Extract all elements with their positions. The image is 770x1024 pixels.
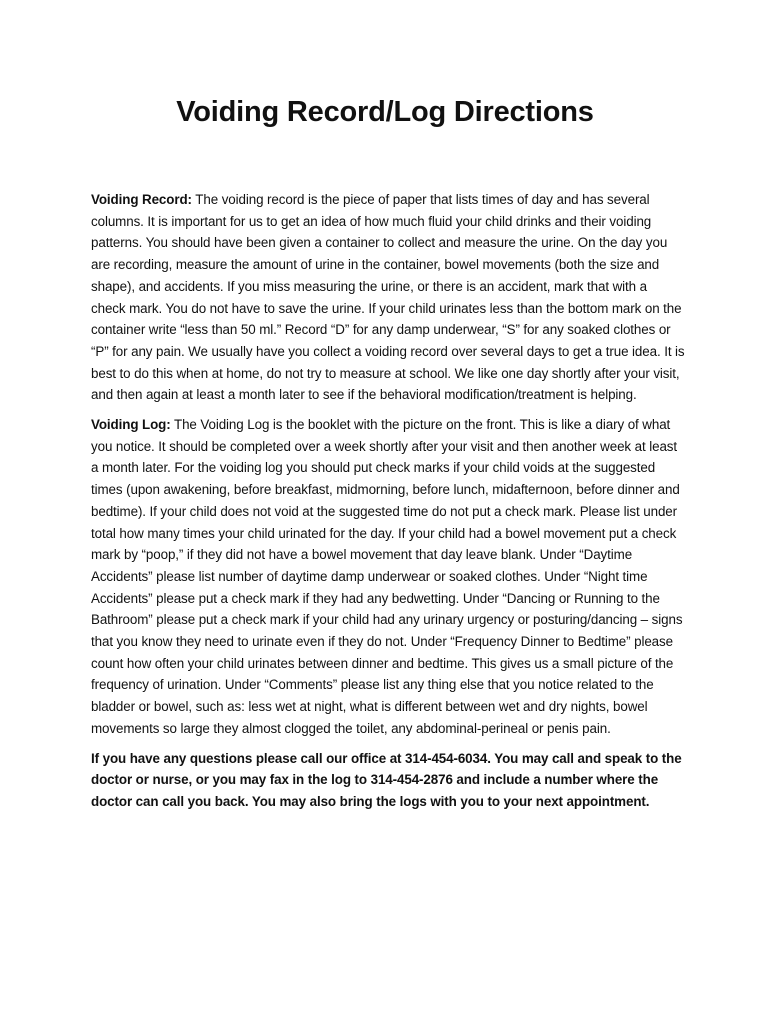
document-body: [91, 189, 685, 813]
voiding-log-label: Voiding Log:: [91, 417, 171, 433]
voiding-record-paragraph: [91, 189, 685, 406]
voiding-record-label: Voiding Record:: [91, 192, 192, 207]
voiding-record-text: The voiding record is the piece of paper that lists times of day and has several columns. It is important for us to get an idea of how much fluid your child drinks and their voiding patterns. You should have been given a container to collect and measure the urine. On the day you are recording, measure the amount of urine in the container, bowel movements (both the size and shape), and accidents. If you miss measuring the urine, or there is an accident, mark that with a check mark. You do not have to save the urine. If your child urinates less than the bottom mark on the container write “less than 50 ml.” Record “D” for any damp underwear, “S” for any soaked clothes or “P” for any pain. We usually have you collect a voiding record over several days to get a true idea. It is best to do this when at home, do not try to measure at school. We like one day shortly after your visit, and then again at least a month later to see if the behavioral modification/treatment is helping.: [91, 192, 685, 403]
voiding-log-paragraph: [91, 414, 685, 740]
contact-instructions: If you have any questions please call our office at 314-454-6034. You may call and speak to the doctor or nurse, or you may fax in the log to 314-454-2876 and include a number where the doctor can call you back. You may also bring the logs with you to your next appointment.: [91, 750, 682, 809]
voiding-log-text: The Voiding Log is the booklet with the picture on the front. This is like a diary of what you notice. It should be completed over a week shortly after your visit and then another week at least a month later. For the voiding log you should put check marks if your child voids at the suggested times (upon awakening, before breakfast, midmorning, before lunch, midafternoon, before dinner and bedtime). If your child does not void at the suggested time do not put a check mark. Please list under total how many times your child urinated for the day. If your child had a bowel movement put a check mark by “poop,” if they did not have a bowel movement that day leave blank. Under “Daytime Accidents” please list number of daytime damp underwear or soaked clothes. Under “Night time Accidents” please put a check mark if they had any bedwetting. Under “Dancing or Running to the Bathroom” please put a check mark if your child had any urinary urgency or posturing/dancing – signs that you know they need to urinate even if they do not. Under “Frequency Dinner to Bedtime” please count how often your child urinates between dinner and bedtime. This gives us a small picture of the frequency of urination. Under “Comments” please list any thing else that you notice related to the bladder or bowel, such as: less wet at night, what is different between wet and dry nights, bowel movements so large they almost clogged the toilet, any abdominal-perineal or penis pain.: [91, 417, 683, 736]
document-title: Voiding Record/Log Directions: [176, 96, 594, 128]
